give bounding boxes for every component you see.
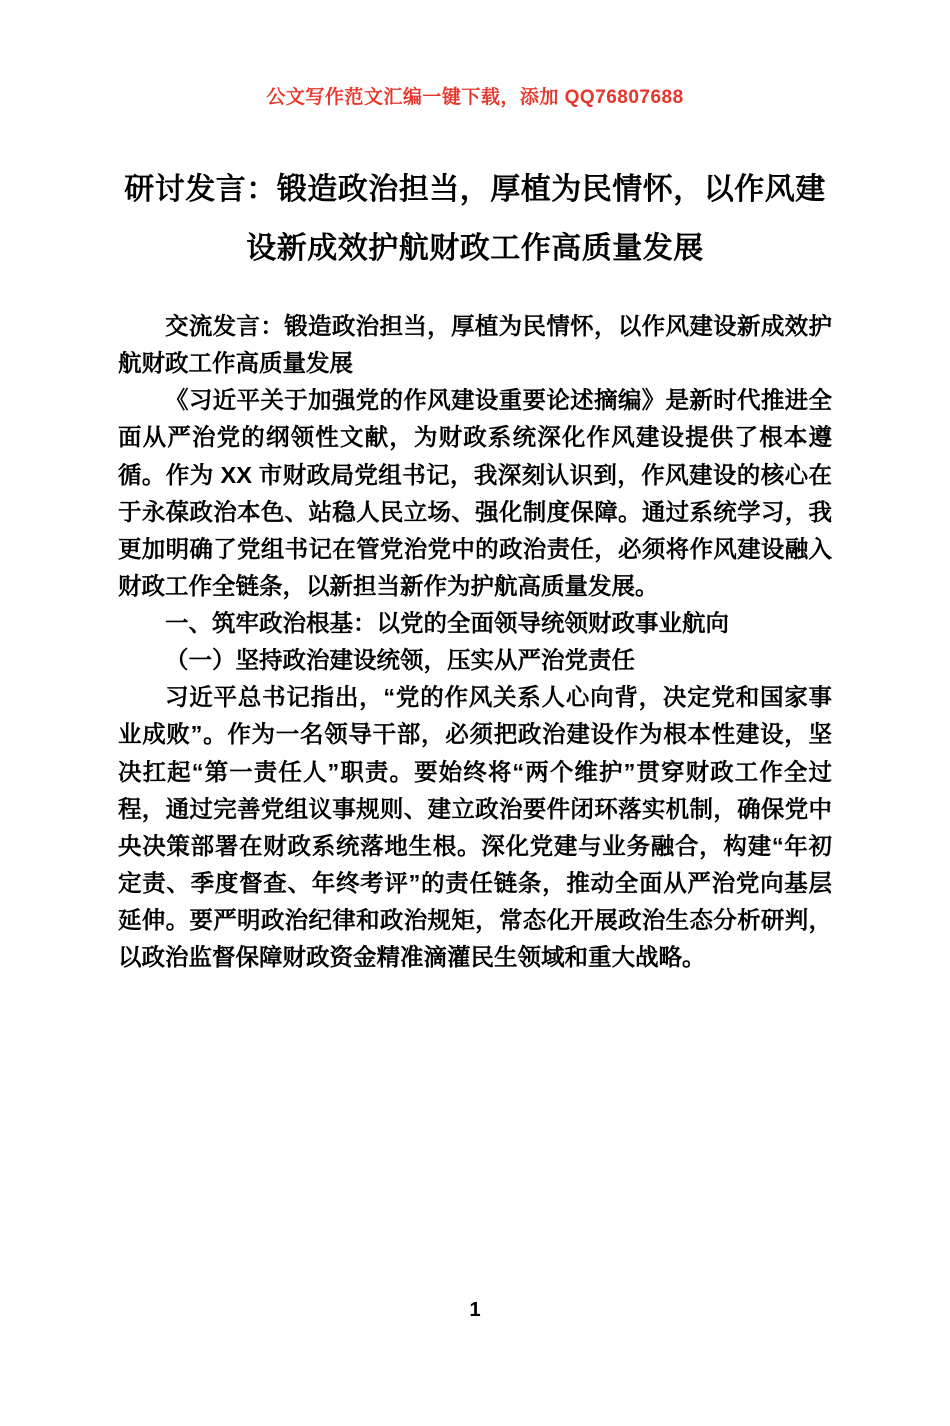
paragraph-background: 《习近平关于加强党的作风建设重要论述摘编》是新时代推进全面从严治党的纲领性文献，为财政系统深化作风建设提供了根本遵循。作为 XX 市财政局党组书记，我深刻认识到，作风建设的核心在于永葆政治本色、站稳人民立场、强化制度保障。通过系统学习，我更加明确了党组书记在管党治党中的政治责任，必须将作风建设融入财政工作全链条，以新担当新作为护航高质量发展。	[118, 387, 832, 599]
watermark-text: 公文写作范文汇编一键下载，添加 QQ76807688	[266, 87, 684, 108]
page-title: 研讨发言：锻造政治担当，厚植为民情怀，以作风建设新成效护航财政工作高质量发展	[124, 173, 826, 265]
paragraph-section-heading-1: 一、筑牢政治根基：以党的全面领导统领财政事业航向	[165, 610, 729, 636]
document-page	[0, 82, 950, 1426]
paragraph-intro: 交流发言：锻造政治担当，厚植为民情怀，以作风建设新成效护航财政工作高质量发展	[118, 313, 832, 377]
paragraph-subsection-heading-1-1: （一）坚持政治建设统领，压实从严治党责任	[165, 647, 635, 674]
paragraph-body-1-1: 习近平总书记指出，“党的作风关系人心向背，决定党和国家事业成败”。作为一名领导干部，必须把政治建设作为根本性建设，坚决扛起“第一责任人”职责。要始终将“两个维护”贯穿财政工作全过程，通过完善党组议事规则、建立政治要件闭环落实机制，确保党中央决策部署在财政系统落地生根。深化党建与业务融合，构建“年初定责、季度督查、年终考评”的责任链条，推动全面从严治党向基层延伸。要严明政治纪律和政治规矩，常态化开展政治生态分析研判，以政治监督保障财政资金精准滴灌民生领域和重大战略。	[118, 684, 832, 971]
document-body	[118, 308, 832, 976]
page-number: 1	[469, 1299, 481, 1321]
